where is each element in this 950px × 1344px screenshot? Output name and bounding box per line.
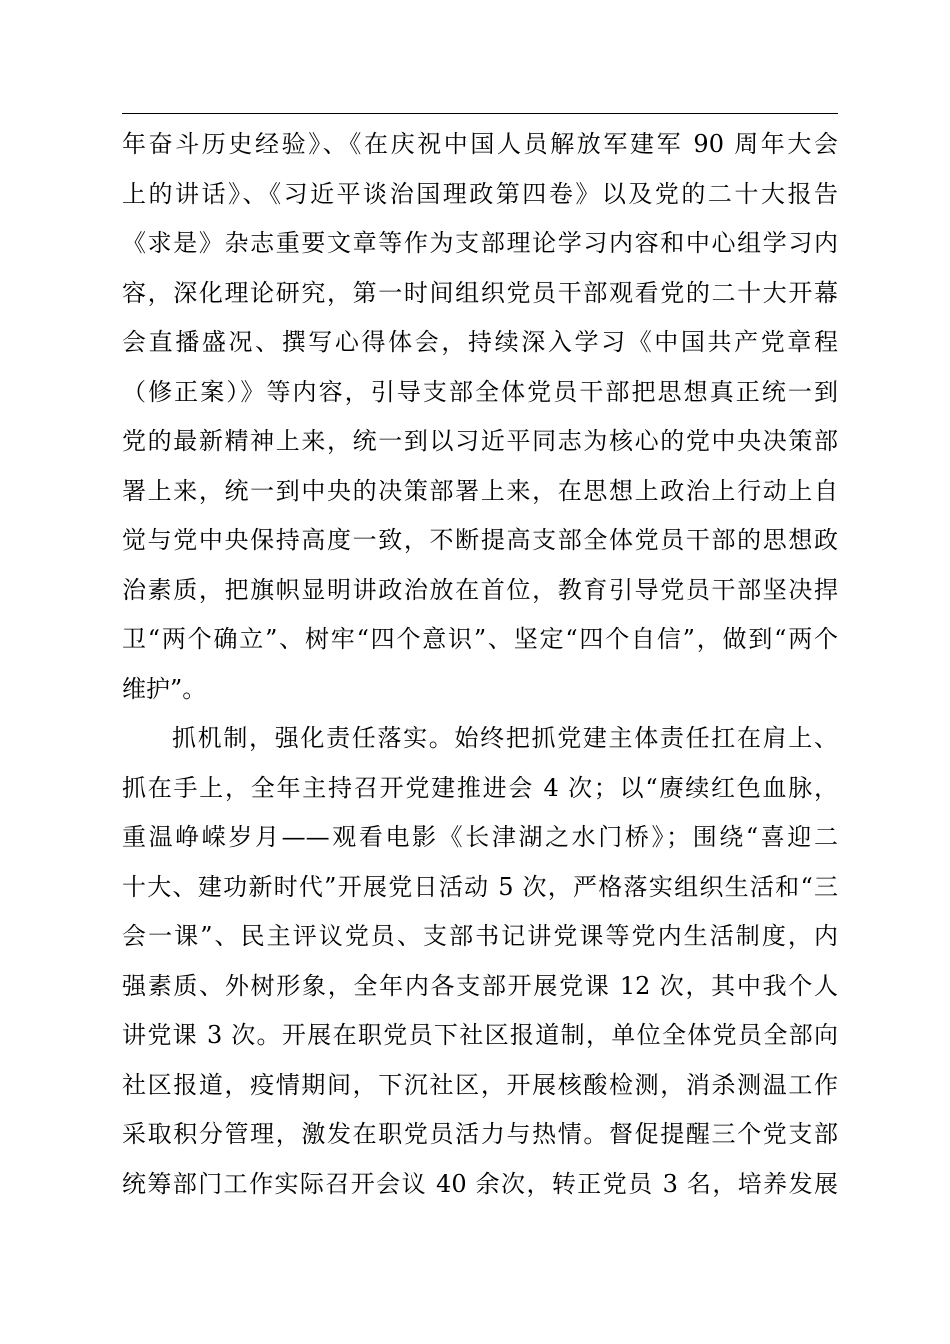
text-line: 抓机制，强化责任落实。始终把抓党建主体责任扛在肩上、 — [172, 724, 838, 752]
text-line: 采取积分管理，激发在职党员活力与热情。督促提醒三个党支部 — [122, 1120, 838, 1148]
body-text — [122, 120, 838, 1209]
text-line: 容，深化理论研究，第一时间组织党员干部观看党的二十大开幕 — [122, 278, 838, 307]
text-line: 会直播盛况、撰写心得体会，持续深入学习《中国共产党章程 — [122, 328, 838, 356]
text-line: 统筹部门工作实际召开会议 40 余次，转正党员 3 名，培养发展 — [122, 1169, 838, 1198]
text-line: 卫“两个确立”、树牢“四个意识”、坚定“四个自信”，做到“两个 — [122, 625, 838, 653]
text-line: 社区报道，疫情期间，下沉社区，开展核酸检测，消杀测温工作 — [122, 1070, 838, 1099]
text-line: 会一课”、民主评议党员、支部书记讲党课等党内生活制度，内 — [122, 922, 838, 950]
paragraph-2 — [122, 714, 838, 1209]
text-line: 重温峥嵘岁月——观看电影《长津湖之水门桥》；围绕“喜迎二 — [122, 823, 838, 851]
text-line: 抓在手上，全年主持召开党建推进会 4 次；以“赓续红色血脉， — [122, 773, 838, 802]
text-line: 觉与党中央保持高度一致，不断提高支部全体党员干部的思想政 — [122, 526, 838, 554]
text-line: 年奋斗历史经验》、《在庆祝中国人员解放军建军 90 周年大会 — [122, 130, 838, 158]
text-line: 党的最新精神上来，统一到以习近平同志为核心的党中央决策部 — [122, 427, 838, 455]
text-line: 讲党课 3 次。开展在职党员下社区报道制，单位全体党员全部向 — [122, 1021, 838, 1049]
text-line: （修正案）》等内容，引导支部全体党员干部把思想真正统一到 — [122, 377, 838, 406]
header-rule — [122, 113, 838, 114]
text-line: 署上来，统一到中央的决策部署上来，在思想上政治上行动上自 — [122, 476, 838, 505]
text-line: 上的讲话》、《习近平谈治国理政第四卷》以及党的二十大报告 — [122, 179, 838, 208]
text-line: 强素质、外树形象，全年内各支部开展党课 12 次，其中我个人 — [122, 971, 838, 1000]
text-line: 维护”。 — [122, 674, 207, 703]
paragraph-1 — [122, 120, 838, 714]
text-line: 治素质，把旗帜显明讲政治放在首位，教育引导党员干部坚决捍 — [122, 575, 838, 604]
text-line: 《求是》杂志重要文章等作为支部理论学习内容和中心组学习内 — [122, 229, 838, 257]
text-line: 十大、建功新时代”开展党日活动 5 次，严格落实组织生活和“三 — [122, 872, 838, 901]
